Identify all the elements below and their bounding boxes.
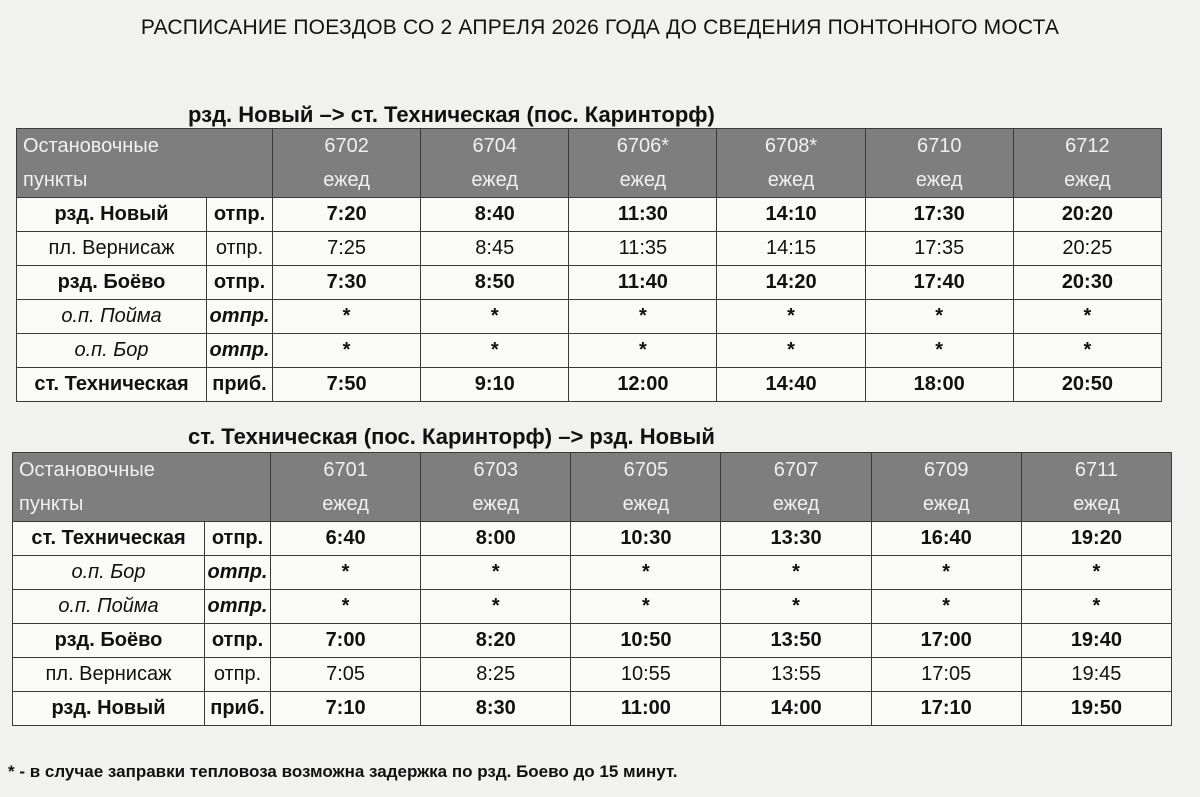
departure-time: 8:20 — [421, 624, 571, 658]
departure-time: 17:05 — [871, 658, 1021, 692]
stop-name: ст. Техническая — [17, 368, 207, 402]
page-title: РАСПИСАНИЕ ПОЕЗДОВ СО 2 АПРЕЛЯ 2026 ГОДА ДО СВЕДЕНИЯ ПОНТОННОГО МОСТА — [140, 16, 1060, 39]
departure-time: 14:10 — [717, 198, 865, 232]
departure-time: * — [1013, 300, 1161, 334]
train-number: 6701 — [271, 453, 421, 488]
departure-time: 11:35 — [569, 232, 717, 266]
table-row — [17, 368, 1162, 402]
train-frequency: ежед — [569, 163, 717, 198]
header-label-bottom: пункты — [13, 487, 271, 522]
departure-time: * — [571, 590, 721, 624]
departure-time: 17:40 — [865, 266, 1013, 300]
train-frequency: ежед — [721, 487, 871, 522]
departure-time: * — [1013, 334, 1161, 368]
table-row — [13, 658, 1172, 692]
departure-time: * — [1021, 556, 1171, 590]
departure-time: * — [273, 334, 421, 368]
departure-time: 7:25 — [273, 232, 421, 266]
departure-time: 17:00 — [871, 624, 1021, 658]
departure-time: * — [571, 556, 721, 590]
departure-time: * — [569, 300, 717, 334]
train-number: 6710 — [865, 129, 1013, 164]
table-1-heading: рзд. Новый –> ст. Техническая (пос. Каринторф) — [188, 102, 715, 127]
departure-time: * — [1021, 590, 1171, 624]
stop-action: отпр. — [205, 556, 271, 590]
table-row — [13, 590, 1172, 624]
header-label-top: Остановочные — [17, 129, 273, 164]
departure-time: * — [717, 334, 865, 368]
train-frequency: ежед — [871, 487, 1021, 522]
stop-action: отпр. — [207, 300, 273, 334]
stop-action: отпр. — [205, 590, 271, 624]
departure-time: 8:00 — [421, 522, 571, 556]
departure-time: 20:20 — [1013, 198, 1161, 232]
train-number: 6705 — [571, 453, 721, 488]
stop-action: отпр. — [207, 198, 273, 232]
header-label-top: Остановочные — [13, 453, 271, 488]
stop-name: пл. Вернисаж — [13, 658, 205, 692]
table-row — [13, 522, 1172, 556]
departure-time: * — [271, 590, 421, 624]
stop-name: о.п. Пойма — [13, 590, 205, 624]
departure-time: * — [717, 300, 865, 334]
departure-time: 8:50 — [421, 266, 569, 300]
departure-time: 7:10 — [271, 692, 421, 726]
table-row — [17, 300, 1162, 334]
departure-time: * — [721, 590, 871, 624]
departure-time: 8:30 — [421, 692, 571, 726]
departure-time: 19:45 — [1021, 658, 1171, 692]
train-frequency: ежед — [1021, 487, 1171, 522]
departure-time: * — [721, 556, 871, 590]
train-frequency: ежед — [571, 487, 721, 522]
train-frequency: ежед — [273, 163, 421, 198]
train-number: 6706* — [569, 129, 717, 164]
departure-time: 10:50 — [571, 624, 721, 658]
departure-time: 13:55 — [721, 658, 871, 692]
table-2-heading: ст. Техническая (пос. Каринторф) –> рзд. Новый — [188, 424, 715, 449]
departure-time: 13:30 — [721, 522, 871, 556]
stop-name: рзд. Новый — [17, 198, 207, 232]
schedule-table-return — [12, 452, 1172, 726]
departure-time: 14:00 — [721, 692, 871, 726]
schedule-table-outbound — [16, 128, 1162, 402]
departure-time: 7:05 — [271, 658, 421, 692]
train-frequency: ежед — [865, 163, 1013, 198]
departure-time: 14:15 — [717, 232, 865, 266]
departure-time: 16:40 — [871, 522, 1021, 556]
train-frequency: ежед — [271, 487, 421, 522]
table-row — [17, 232, 1162, 266]
stop-action: отпр. — [207, 334, 273, 368]
train-number: 6704 — [421, 129, 569, 164]
departure-time: * — [421, 334, 569, 368]
train-number: 6707 — [721, 453, 871, 488]
table-row — [13, 556, 1172, 590]
table-row — [17, 198, 1162, 232]
train-number: 6711 — [1021, 453, 1171, 488]
departure-time: 14:20 — [717, 266, 865, 300]
stop-name: о.п. Бор — [17, 334, 207, 368]
stop-name: рзд. Боёво — [17, 266, 207, 300]
departure-time: * — [273, 300, 421, 334]
stop-action: отпр. — [205, 624, 271, 658]
departure-time: 8:45 — [421, 232, 569, 266]
departure-time: 7:20 — [273, 198, 421, 232]
train-frequency: ежед — [421, 163, 569, 198]
departure-time: 19:40 — [1021, 624, 1171, 658]
train-frequency: ежед — [421, 487, 571, 522]
departure-time: * — [421, 300, 569, 334]
table-row — [13, 692, 1172, 726]
departure-time: 19:20 — [1021, 522, 1171, 556]
departure-time: 11:40 — [569, 266, 717, 300]
departure-time: 10:30 — [571, 522, 721, 556]
departure-time: * — [271, 556, 421, 590]
stop-name: пл. Вернисаж — [17, 232, 207, 266]
train-frequency: ежед — [1013, 163, 1161, 198]
train-number: 6702 — [273, 129, 421, 164]
train-number: 6703 — [421, 453, 571, 488]
departure-time: 17:35 — [865, 232, 1013, 266]
stop-action: отпр. — [205, 522, 271, 556]
stop-action: отпр. — [207, 232, 273, 266]
departure-time: 7:50 — [273, 368, 421, 402]
stop-name: о.п. Пойма — [17, 300, 207, 334]
stop-action: приб. — [207, 368, 273, 402]
stop-name: о.п. Бор — [13, 556, 205, 590]
departure-time: 9:10 — [421, 368, 569, 402]
departure-time: 10:55 — [571, 658, 721, 692]
departure-time: 20:30 — [1013, 266, 1161, 300]
departure-time: 14:40 — [717, 368, 865, 402]
departure-time: 8:40 — [421, 198, 569, 232]
departure-time: * — [871, 556, 1021, 590]
train-number: 6712 — [1013, 129, 1161, 164]
stop-name: ст. Техническая — [13, 522, 205, 556]
departure-time: 18:00 — [865, 368, 1013, 402]
departure-time: 7:00 — [271, 624, 421, 658]
departure-time: 13:50 — [721, 624, 871, 658]
departure-time: 11:00 — [571, 692, 721, 726]
departure-time: 6:40 — [271, 522, 421, 556]
departure-time: * — [865, 334, 1013, 368]
train-number: 6708* — [717, 129, 865, 164]
departure-time: 11:30 — [569, 198, 717, 232]
stop-action: отпр. — [207, 266, 273, 300]
departure-time: * — [871, 590, 1021, 624]
table-row — [13, 624, 1172, 658]
departure-time: 17:30 — [865, 198, 1013, 232]
departure-time: 20:50 — [1013, 368, 1161, 402]
departure-time: * — [865, 300, 1013, 334]
train-frequency: ежед — [717, 163, 865, 198]
table-row — [17, 266, 1162, 300]
departure-time: 8:25 — [421, 658, 571, 692]
departure-time: * — [421, 590, 571, 624]
departure-time: 20:25 — [1013, 232, 1161, 266]
departure-time: * — [569, 334, 717, 368]
table-row — [17, 334, 1162, 368]
stop-name: рзд. Новый — [13, 692, 205, 726]
departure-time: 17:10 — [871, 692, 1021, 726]
train-number: 6709 — [871, 453, 1021, 488]
departure-time: 7:30 — [273, 266, 421, 300]
stop-name: рзд. Боёво — [13, 624, 205, 658]
departure-time: 19:50 — [1021, 692, 1171, 726]
header-label-bottom: пункты — [17, 163, 273, 198]
footnote: * - в случае заправки тепловоза возможна задержка по рзд. Боево до 15 минут. — [8, 762, 678, 781]
departure-time: * — [421, 556, 571, 590]
stop-action: приб. — [205, 692, 271, 726]
departure-time: 12:00 — [569, 368, 717, 402]
stop-action: отпр. — [205, 658, 271, 692]
